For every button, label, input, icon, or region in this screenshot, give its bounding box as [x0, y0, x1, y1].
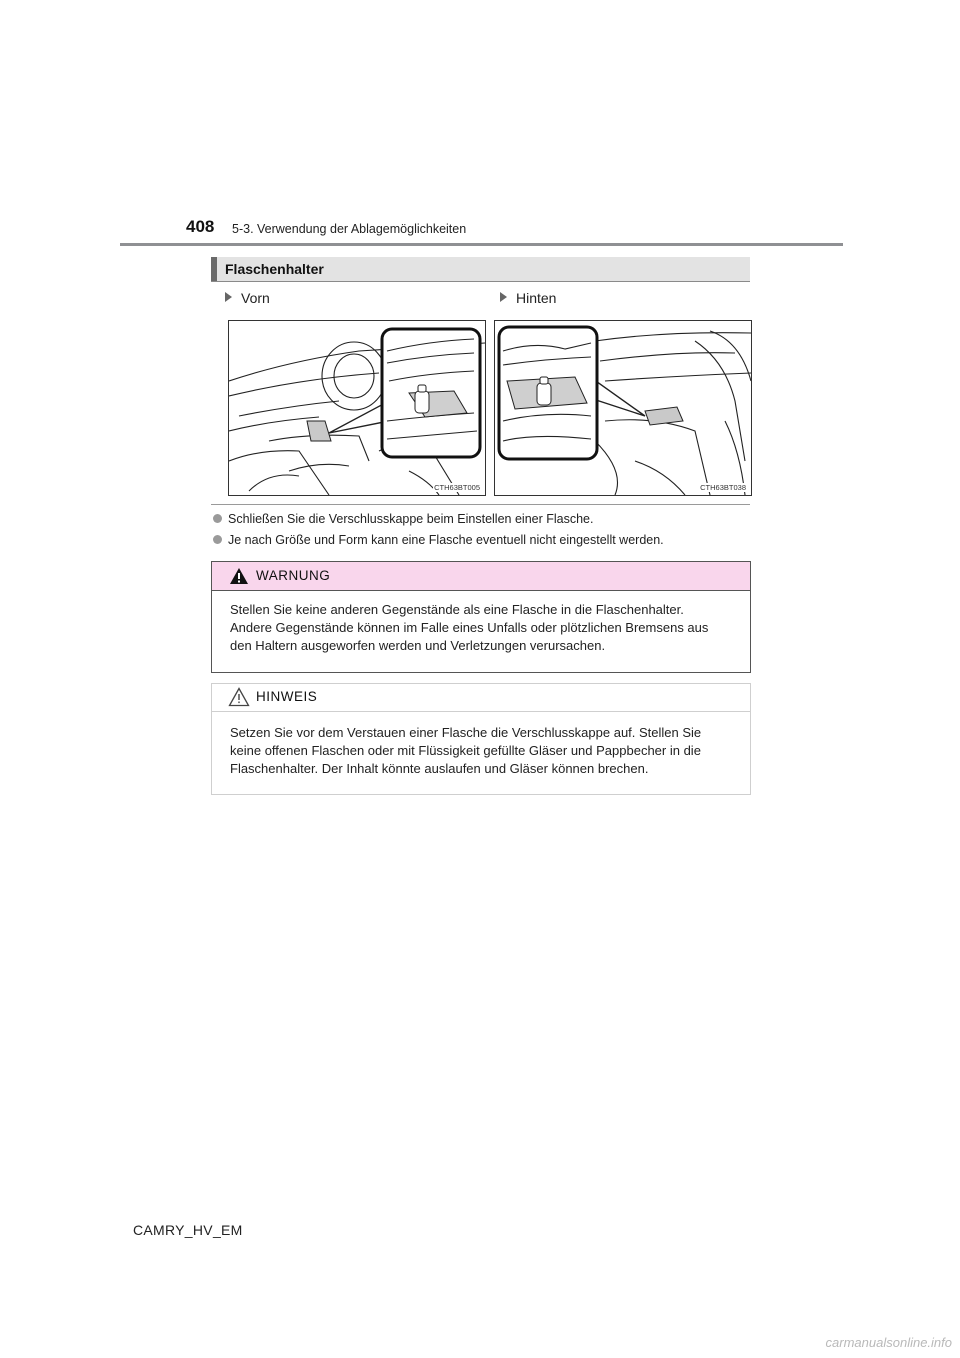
illustration-code: CTH63BT005: [434, 483, 480, 492]
page-number: 408: [186, 217, 215, 236]
play-arrow-icon: [225, 292, 232, 302]
bullet-item: [213, 512, 593, 526]
warning-header: [212, 562, 750, 591]
label-text: Vorn: [241, 290, 270, 306]
caution-triangle-outline-icon: [228, 687, 250, 707]
notice-title: HINWEIS: [256, 689, 318, 704]
bullet-text: Schließen Sie die Verschlusskappe beim Einstellen einer Flasche.: [228, 512, 594, 526]
notice-text: [230, 724, 742, 778]
illustration-front-bottle-holder: [228, 320, 486, 496]
play-arrow-icon: [500, 292, 507, 302]
illustration-rear-bottle-holder: [494, 320, 752, 496]
notice-line: Flaschenhalter. Der Inhalt könnte auslaufen und Gläser können brechen.: [230, 761, 649, 776]
bullet-text: Je nach Größe und Form kann eine Flasche eventuell nicht eingestellt werden.: [228, 533, 664, 547]
section-reference: 5-3. Verwendung der Ablagemöglichkeiten: [232, 222, 467, 236]
label-text: Hinten: [516, 290, 557, 306]
warning-line: den Haltern ausgeworfen werden und Verletzungen verursachen.: [230, 638, 606, 653]
warning-title: WARNUNG: [256, 568, 331, 583]
bullet-item: [213, 533, 664, 547]
section-title-bar: [211, 257, 750, 282]
illustration-label-rear: [500, 290, 556, 306]
notice-line: Setzen Sie vor dem Verstauen einer Flasche die Verschlusskappe auf. Stellen Sie: [230, 725, 702, 740]
bullet-dot-icon: [213, 535, 222, 544]
illustration-code: CTH63BT038: [700, 483, 746, 492]
warning-line: Stellen Sie keine anderen Gegenstände als eine Flasche in die Flaschenhalter.: [230, 602, 684, 617]
rear-console-drawing: [495, 321, 751, 495]
illustration-label-front: [225, 290, 270, 306]
notice-box: [211, 683, 751, 795]
warning-line: Andere Gegenstände können im Falle eines Unfalls oder plötzlichen Bremsens aus: [230, 620, 709, 635]
section-title: Flaschenhalter: [225, 261, 324, 277]
warning-triangle-icon: [229, 567, 249, 585]
watermark: carmanualsonline.info: [825, 1335, 952, 1350]
document-id: CAMRY_HV_EM: [133, 1222, 243, 1238]
section-title-accent: [211, 257, 217, 281]
bullet-dot-icon: [213, 514, 222, 523]
header-divider: [120, 243, 843, 246]
warning-text: [230, 601, 742, 655]
notice-header: [212, 684, 750, 712]
front-console-drawing: [229, 321, 485, 495]
warning-box: [211, 561, 751, 673]
illustration-divider: [211, 504, 750, 505]
notice-line: keine offenen Flaschen oder mit Flüssigkeit gefüllte Gläser und Pappbecher in die: [230, 743, 701, 758]
